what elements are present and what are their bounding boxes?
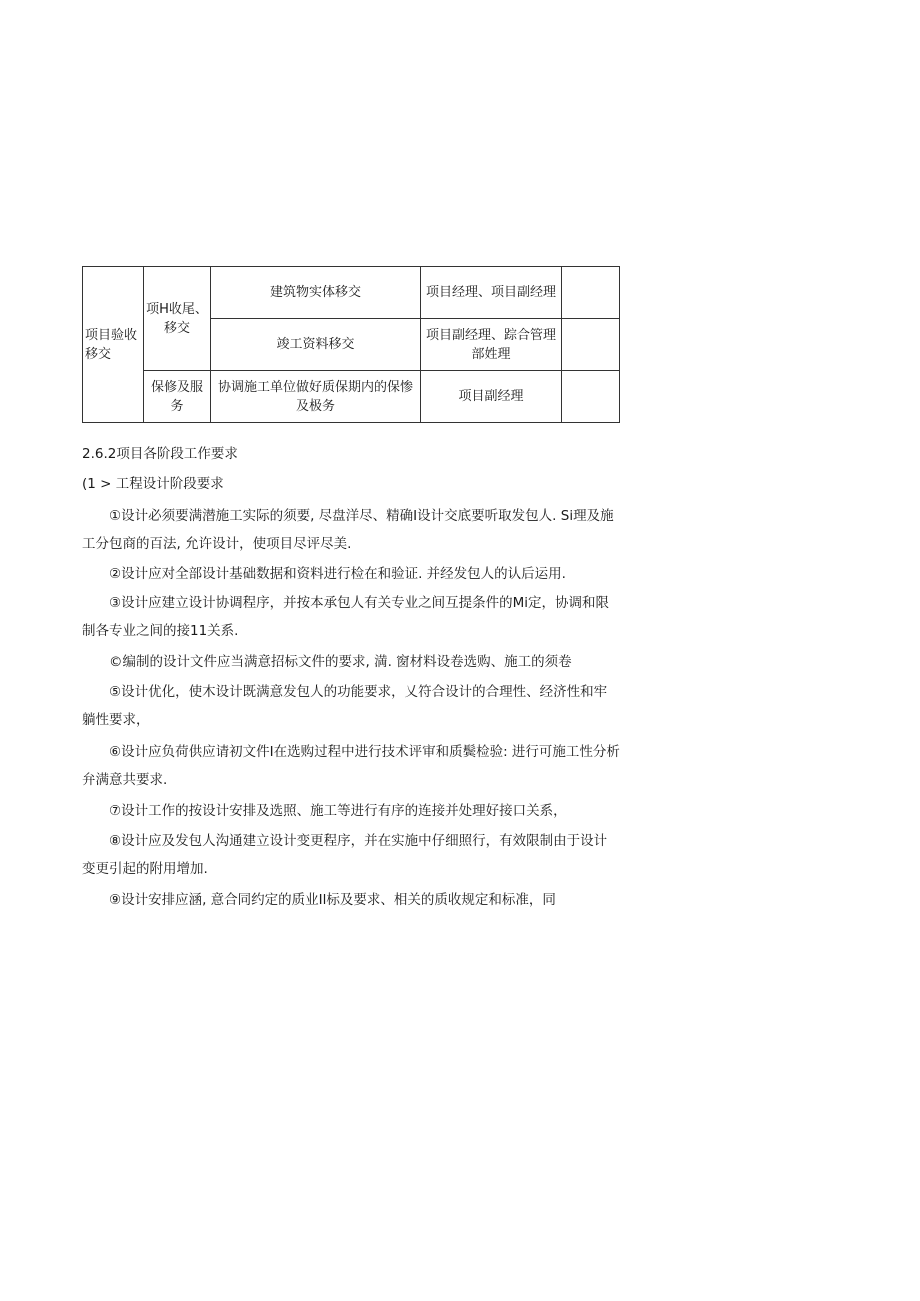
note-cell xyxy=(562,267,620,319)
owner-cell: 项目副经理、踪合管理部姓理 xyxy=(421,319,562,371)
paragraph-8: ⑧设计应及发包人沟通建立设计变更程序，并在实施中仔细照行，有效限制由于设计变更引起的附用增加. xyxy=(82,833,608,877)
note-cell xyxy=(562,371,620,423)
paragraph-2: ②设计应对全部设计基础数据和资料进行检在和验证. 并经发包人的认后运用. xyxy=(109,566,566,582)
table-row xyxy=(83,267,620,319)
table-row xyxy=(83,371,620,423)
paragraph-6: ⑥设计应负荷供应请初文件I在选购过程中进行技术评审和质鬓检验: 进行可施工性分析弁满意共要求. xyxy=(82,744,620,788)
paragraph-9: ⑨设计安排应涵, 意合同约定的质业Il标及要求、相关的质收规定和标准，同 xyxy=(109,892,556,908)
paragraph-5: ⑤设计优化，使木设计既满意发包人的功能要求，乂符合设计的合理性、经济性和牢躺性要求， xyxy=(82,684,608,728)
acceptance-table xyxy=(82,266,620,423)
paragraph-7: ⑦设计工作的按设计安排及选照、施工等进行有序的连接并处理好接口关系， xyxy=(109,803,567,819)
paragraph-4: ©编制的设计文件应当满意招标文件的要求, 満. 窗材料设卷选购、施工的须卷 xyxy=(109,654,572,670)
substage-cell: 项H收尾、移交 xyxy=(144,267,211,371)
substage-cell: 保修及服务 xyxy=(144,371,211,423)
task-cell: 建筑物实体移交 xyxy=(211,267,421,319)
owner-cell: 项目经理、项目副经理 xyxy=(421,267,562,319)
note-cell xyxy=(562,319,620,371)
paragraph-3: ③设计应建立设计协调程序，并按本承包人有关专业之间互提条件的Mi定，协调和限制各专业之间的接11关系. xyxy=(82,595,609,639)
subsection-title: (1 > 工程设计阶段要求 xyxy=(82,476,224,492)
stage-cell: 项目验收移交 xyxy=(83,267,144,423)
section-title: 2.6.2项目各阶段工作要求 xyxy=(82,446,238,462)
owner-cell: 项目副经理 xyxy=(421,371,562,423)
task-cell: 协调施工单位做好质保期内的保惨及极务 xyxy=(211,371,421,423)
paragraph-1: ①设计必须要满潜施工实际的须要, 尽盘洋尽、精确I设计交底要听取发包人. Si理及施工分包商的百法, 允许设计，使项目尽评尽美. xyxy=(82,508,614,552)
task-cell: 竣工资料移交 xyxy=(211,319,421,371)
